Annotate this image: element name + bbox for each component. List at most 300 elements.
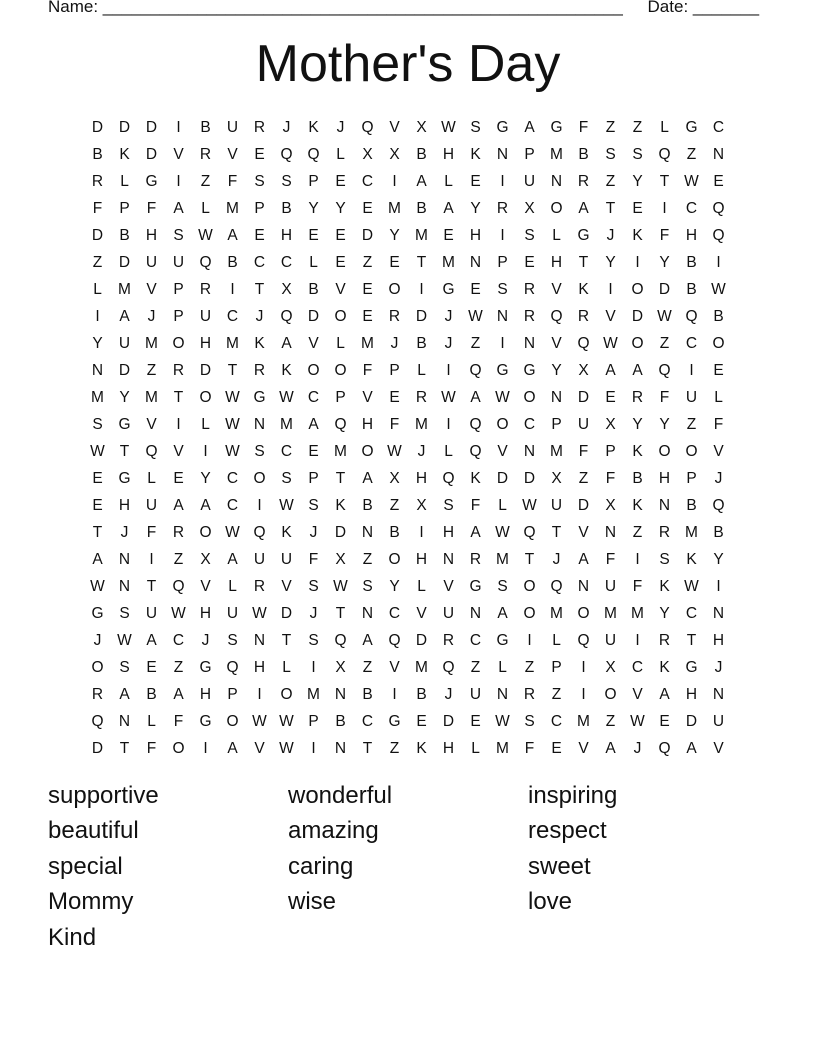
grid-letter: X (335, 658, 346, 676)
grid-letter: W (441, 388, 456, 406)
grid-letter: O (307, 361, 320, 379)
grid-letter: B (362, 685, 373, 703)
grid-letter: V (146, 280, 157, 298)
grid-letter: D (199, 361, 212, 379)
grid-letter: Q (361, 118, 374, 136)
grid-letter: E (659, 712, 670, 730)
grid-letter: Q (658, 361, 671, 379)
grid-letter: Z (551, 685, 562, 703)
grid-letter: N (712, 685, 725, 703)
grid-letter: L (444, 442, 453, 460)
grid-letter: Z (578, 469, 589, 487)
grid-letter: X (362, 145, 373, 163)
grid-letter: S (470, 118, 481, 136)
grid-letter: D (658, 280, 671, 298)
grid-letter: Z (632, 523, 643, 541)
grid-letter: C (226, 469, 239, 487)
grid-letter: P (308, 172, 319, 190)
grid-letter: T (551, 523, 562, 541)
grid-letter: F (308, 550, 319, 568)
grid-letter: W (333, 577, 348, 595)
grid-letter: A (227, 739, 238, 757)
grid-letter: K (632, 442, 643, 460)
grid-letter: U (523, 172, 536, 190)
grid-letter: H (550, 253, 563, 271)
word-list-item: inspiring (528, 781, 618, 809)
word-list-item: sweet (528, 852, 591, 880)
grid-letter: O (334, 307, 347, 325)
grid-letter: Z (389, 496, 400, 514)
grid-letter: V (551, 280, 562, 298)
grid-letter: A (119, 307, 130, 325)
grid-letter: N (577, 577, 590, 595)
grid-letter: W (684, 172, 699, 190)
grid-letter: A (497, 604, 508, 622)
grid-letter: F (605, 550, 616, 568)
grid-letter: V (578, 739, 589, 757)
grid-letter: B (713, 523, 724, 541)
grid-letter: E (713, 361, 724, 379)
grid-letter: H (361, 415, 374, 433)
grid-letter: W (225, 388, 240, 406)
grid-letter: Y (659, 415, 670, 433)
grid-letter: Q (550, 307, 563, 325)
grid-letter: N (118, 577, 131, 595)
grid-letter: W (225, 442, 240, 460)
grid-letter: S (308, 496, 319, 514)
grid-letter: C (685, 334, 698, 352)
grid-letter: P (119, 199, 130, 217)
grid-letter: T (335, 604, 346, 622)
word-list-item: wise (288, 888, 337, 916)
grid-letter: M (145, 334, 158, 352)
grid-letter: G (388, 712, 401, 730)
grid-letter: K (470, 145, 481, 163)
grid-letter: B (227, 253, 238, 271)
grid-letter: R (172, 361, 185, 379)
grid-letter: T (578, 253, 589, 271)
grid-letter: E (335, 172, 346, 190)
grid-letter: T (146, 577, 157, 595)
grid-letter: Y (659, 604, 670, 622)
grid-letter: F (713, 415, 724, 433)
grid-letter: B (686, 280, 697, 298)
grid-letter: W (522, 496, 537, 514)
grid-letter: Q (712, 496, 725, 514)
grid-letter: W (441, 118, 456, 136)
grid-letter: L (714, 388, 723, 406)
grid-letter: S (281, 172, 292, 190)
grid-letter: S (497, 280, 508, 298)
grid-letter: B (416, 145, 427, 163)
grid-letter: I (311, 739, 316, 757)
grid-letter: V (632, 685, 643, 703)
grid-letter: L (228, 577, 237, 595)
grid-letter: K (308, 118, 319, 136)
grid-letter: X (524, 199, 535, 217)
grid-letter: V (173, 145, 184, 163)
grid-letter: Z (605, 118, 616, 136)
grid-letter: M (361, 334, 374, 352)
header-fields (48, 0, 759, 18)
grid-letter: F (578, 442, 589, 460)
grid-letter: Q (685, 307, 698, 325)
grid-letter: K (632, 496, 643, 514)
grid-letter: H (145, 226, 158, 244)
grid-letter: F (146, 739, 157, 757)
grid-letter: S (92, 415, 103, 433)
grid-letter: R (658, 631, 671, 649)
grid-letter: I (635, 550, 640, 568)
grid-letter: V (713, 442, 724, 460)
grid-letter: I (392, 685, 397, 703)
grid-letter: L (336, 334, 345, 352)
grid-letter: U (253, 550, 266, 568)
grid-letter: O (631, 280, 644, 298)
grid-letter: A (659, 685, 670, 703)
grid-letter: L (309, 253, 318, 271)
grid-letter: V (362, 388, 373, 406)
grid-letter: B (281, 199, 292, 217)
grid-letter: N (496, 145, 509, 163)
grid-letter: L (120, 172, 129, 190)
grid-letter: A (605, 361, 616, 379)
grid-letter: Z (605, 712, 616, 730)
grid-letter: K (254, 334, 265, 352)
grid-letter: P (173, 280, 184, 298)
grid-letter: M (496, 739, 509, 757)
grid-letter: O (550, 199, 563, 217)
grid-letter: R (415, 388, 428, 406)
grid-letter: N (334, 739, 347, 757)
grid-letter: L (201, 415, 210, 433)
grid-letter: E (173, 469, 184, 487)
grid-letter: V (497, 442, 508, 460)
grid-letter: O (334, 361, 347, 379)
grid-letter: O (523, 388, 536, 406)
grid-letter: B (308, 280, 319, 298)
grid-letter: M (577, 712, 590, 730)
grid-letter: W (684, 577, 699, 595)
grid-letter: Z (524, 658, 535, 676)
grid-letter: I (500, 226, 505, 244)
grid-letter: I (230, 280, 235, 298)
grid-letter: B (389, 523, 400, 541)
grid-letter: O (361, 442, 374, 460)
grid-letter: P (308, 712, 319, 730)
grid-letter: J (309, 604, 318, 622)
grid-letter: L (552, 631, 561, 649)
grid-letter: A (200, 496, 211, 514)
grid-letter: D (415, 307, 428, 325)
grid-letter: Z (200, 172, 211, 190)
grid-letter: T (119, 739, 130, 757)
grid-letter: O (199, 388, 212, 406)
grid-letter: N (91, 361, 104, 379)
grid-letter: S (659, 550, 670, 568)
grid-letter: W (90, 442, 105, 460)
grid-letter: E (308, 442, 319, 460)
grid-letter: Q (253, 523, 266, 541)
grid-letter: C (388, 604, 401, 622)
grid-letter: B (362, 496, 373, 514)
grid-letter: M (496, 550, 509, 568)
grid-letter: G (118, 415, 131, 433)
grid-letter: J (147, 307, 156, 325)
date-field: Date: _______ (647, 0, 760, 16)
grid-letter: C (523, 415, 536, 433)
grid-letter: W (495, 523, 510, 541)
grid-letter: E (632, 199, 643, 217)
grid-letter: C (712, 118, 725, 136)
grid-letter: N (334, 685, 347, 703)
grid-letter: L (417, 577, 426, 595)
grid-letter: X (389, 145, 400, 163)
grid-letter: Z (92, 253, 103, 271)
grid-letter: C (253, 253, 266, 271)
grid-letter: V (389, 658, 400, 676)
grid-letter: C (550, 712, 563, 730)
grid-letter: M (226, 199, 239, 217)
grid-letter: Q (712, 199, 725, 217)
grid-letter: P (389, 361, 400, 379)
word-list (48, 778, 768, 956)
grid-letter: Z (146, 361, 157, 379)
grid-letter: F (578, 118, 589, 136)
grid-letter: D (496, 469, 509, 487)
grid-letter: B (416, 199, 427, 217)
grid-letter: A (173, 685, 184, 703)
grid-letter: O (523, 577, 536, 595)
grid-letter: Q (172, 577, 185, 595)
grid-letter: D (415, 631, 428, 649)
grid-letter: H (442, 739, 455, 757)
grid-letter: J (552, 550, 561, 568)
grid-letter: M (118, 280, 131, 298)
grid-letter: S (524, 226, 535, 244)
grid-letter: G (496, 631, 509, 649)
grid-letter: U (442, 604, 455, 622)
word-list-item: supportive (48, 781, 159, 809)
grid-letter: X (605, 415, 616, 433)
grid-letter: A (416, 172, 427, 190)
grid-letter: L (552, 226, 561, 244)
grid-letter: C (280, 442, 293, 460)
grid-letter: Q (577, 334, 590, 352)
grid-letter: E (551, 739, 562, 757)
grid-letter: R (253, 118, 266, 136)
grid-letter: J (633, 739, 642, 757)
grid-letter: I (311, 658, 316, 676)
grid-letter: Q (280, 145, 293, 163)
grid-letter: V (389, 118, 400, 136)
grid-letter: G (523, 361, 536, 379)
grid-letter: W (252, 604, 267, 622)
grid-letter: C (685, 199, 698, 217)
grid-letter: A (470, 523, 481, 541)
grid-letter: G (469, 577, 482, 595)
grid-letter: Y (389, 577, 400, 595)
grid-letter: J (120, 523, 129, 541)
grid-letter: S (308, 631, 319, 649)
grid-letter: I (635, 631, 640, 649)
grid-letter: R (523, 280, 536, 298)
grid-letter: S (308, 577, 319, 595)
grid-letter: W (603, 334, 618, 352)
grid-letter: B (146, 685, 157, 703)
grid-letter: W (495, 712, 510, 730)
grid-letter: J (417, 442, 426, 460)
grid-letter: D (91, 226, 104, 244)
grid-letter: L (93, 280, 102, 298)
grid-letter: M (415, 415, 428, 433)
grid-letter: W (117, 631, 132, 649)
word-list-item: love (528, 888, 573, 916)
grid-letter: D (685, 712, 698, 730)
grid-letter: I (689, 361, 694, 379)
grid-letter: U (469, 685, 482, 703)
grid-letter: R (577, 307, 590, 325)
grid-letter: B (713, 307, 724, 325)
grid-letter: G (145, 172, 158, 190)
grid-letter: H (685, 685, 698, 703)
grid-letter: R (172, 523, 185, 541)
grid-letter: F (227, 172, 238, 190)
grid-letter: O (388, 550, 401, 568)
grid-letter: I (257, 685, 262, 703)
grid-letter: O (523, 604, 536, 622)
grid-letter: I (203, 442, 208, 460)
grid-letter: N (361, 604, 374, 622)
grid-letter: I (95, 307, 100, 325)
grid-letter: X (416, 496, 427, 514)
grid-letter: C (469, 631, 482, 649)
grid-letter: P (551, 658, 562, 676)
grid-letter: M (604, 604, 617, 622)
grid-letter: U (550, 496, 563, 514)
grid-letter: A (362, 469, 373, 487)
grid-letter: T (335, 469, 346, 487)
grid-letter: I (662, 199, 667, 217)
grid-letter: F (173, 712, 184, 730)
grid-letter: T (605, 199, 616, 217)
grid-letter: W (711, 280, 726, 298)
grid-letter: S (443, 496, 454, 514)
grid-letter: Z (173, 658, 184, 676)
grid-letter: B (416, 334, 427, 352)
grid-letter: I (608, 280, 613, 298)
grid-letter: O (172, 334, 185, 352)
grid-letter: L (282, 658, 291, 676)
grid-letter: R (442, 631, 455, 649)
word-search-grid (84, 114, 732, 762)
grid-letter: U (577, 415, 590, 433)
grid-letter: H (280, 226, 293, 244)
grid-letter: D (307, 307, 320, 325)
grid-letter: Y (200, 469, 211, 487)
grid-letter: V (227, 145, 238, 163)
grid-letter: H (658, 469, 671, 487)
grid-letter: P (497, 253, 508, 271)
grid-letter: M (145, 388, 158, 406)
grid-letter: I (527, 631, 532, 649)
grid-letter: Z (362, 550, 373, 568)
grid-letter: O (280, 685, 293, 703)
grid-letter: H (415, 550, 428, 568)
grid-letter: O (685, 442, 698, 460)
grid-letter: R (523, 685, 536, 703)
grid-letter: S (119, 658, 130, 676)
grid-letter: T (524, 550, 535, 568)
grid-letter: P (308, 469, 319, 487)
grid-letter: L (336, 145, 345, 163)
grid-letter: A (443, 199, 454, 217)
grid-letter: L (498, 658, 507, 676)
grid-letter: H (199, 604, 212, 622)
grid-letter: N (550, 172, 563, 190)
grid-letter: T (92, 523, 103, 541)
grid-letter: N (361, 523, 374, 541)
grid-letter: D (442, 712, 455, 730)
grid-letter: V (254, 739, 265, 757)
grid-letter: B (686, 253, 697, 271)
grid-letter: J (336, 118, 345, 136)
grid-letter: A (470, 388, 481, 406)
grid-letter: T (659, 172, 670, 190)
grid-letter: U (712, 712, 725, 730)
grid-letter: Y (308, 199, 319, 217)
grid-letter: X (551, 469, 562, 487)
grid-letter: A (308, 415, 319, 433)
grid-letter: E (524, 253, 535, 271)
grid-letter: N (496, 307, 509, 325)
grid-letter: M (550, 442, 563, 460)
grid-letter: D (145, 118, 158, 136)
grid-letter: N (118, 712, 131, 730)
grid-letter: D (91, 118, 104, 136)
grid-letter: D (523, 469, 536, 487)
grid-letter: A (578, 550, 589, 568)
grid-letter: O (199, 523, 212, 541)
word-list-item: wonderful (288, 781, 393, 809)
grid-letter: Q (199, 253, 212, 271)
grid-letter: X (605, 658, 616, 676)
grid-letter: E (362, 199, 373, 217)
grid-letter: C (307, 388, 320, 406)
grid-letter: O (388, 280, 401, 298)
grid-letter: L (201, 199, 210, 217)
grid-letter: U (280, 550, 293, 568)
grid-letter: U (145, 496, 158, 514)
grid-letter: A (605, 739, 616, 757)
grid-letter: A (173, 496, 184, 514)
name-field: Name: _______________________________________________________ (48, 0, 623, 16)
grid-letter: G (550, 118, 563, 136)
grid-letter: X (335, 550, 346, 568)
grid-letter: K (659, 658, 670, 676)
grid-letter: Y (632, 415, 643, 433)
grid-letter: D (631, 307, 644, 325)
grid-letter: I (149, 550, 154, 568)
grid-letter: W (225, 415, 240, 433)
grid-letter: Z (173, 550, 184, 568)
grid-letter: S (227, 631, 238, 649)
grid-letter: N (253, 415, 266, 433)
grid-letter: X (605, 496, 616, 514)
grid-letter: F (389, 415, 400, 433)
grid-letter: A (173, 199, 184, 217)
grid-letter: Y (119, 388, 130, 406)
